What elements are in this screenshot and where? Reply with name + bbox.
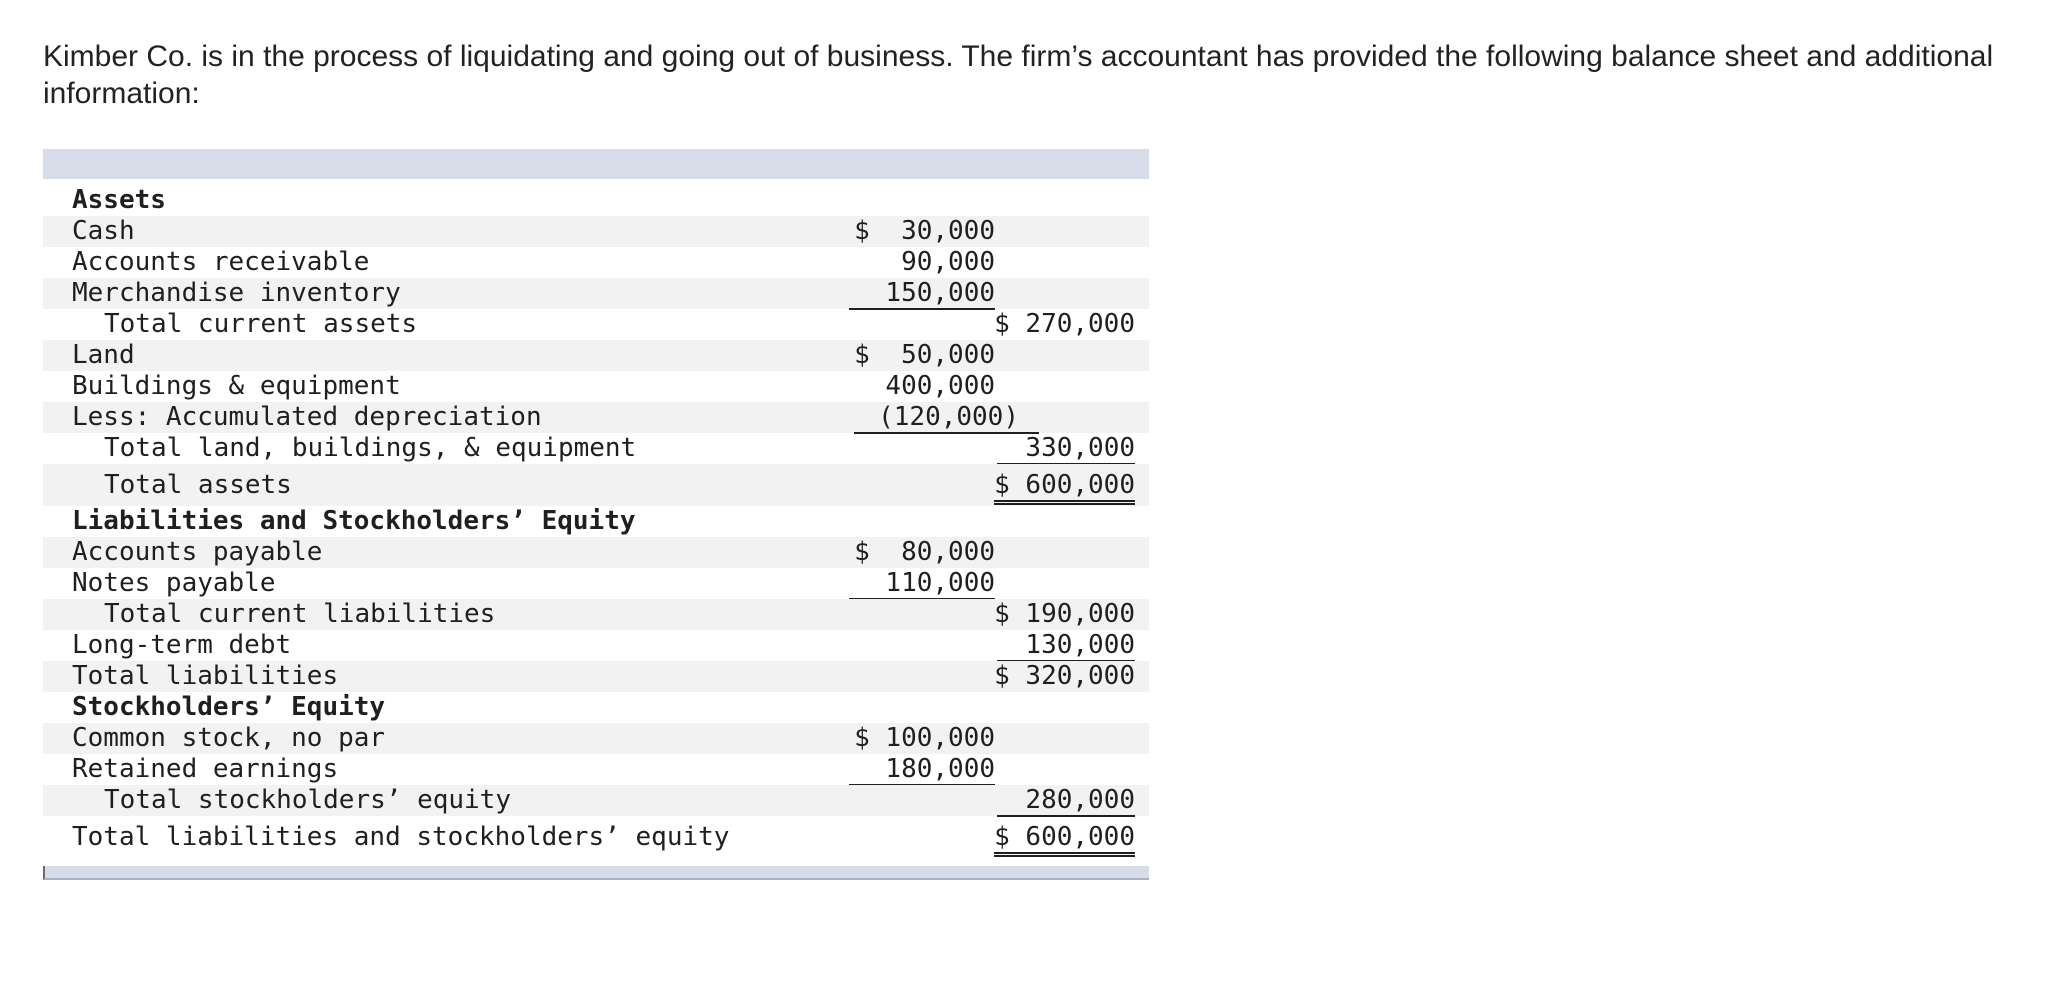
table-row xyxy=(43,630,1149,661)
table-row xyxy=(43,599,1149,630)
row-label: Common stock, no par xyxy=(72,723,386,753)
row-label: Accounts receivable xyxy=(72,247,370,277)
row-label: Long-term debt xyxy=(72,630,292,660)
table-row xyxy=(43,247,1149,278)
table-row xyxy=(43,785,1149,816)
row-label: Total land, buildings, & equipment xyxy=(104,433,637,463)
row-label: Accounts payable xyxy=(72,537,323,567)
amount-common-stock: $ 100,000 xyxy=(854,723,995,753)
table-footer-bar xyxy=(43,866,1149,880)
table-row xyxy=(43,537,1149,568)
table-row xyxy=(43,506,1149,537)
amount-accumulated-depreciation: (120,000) xyxy=(854,403,1039,434)
row-label: Cash xyxy=(72,216,135,246)
intro-text: Kimber Co. is in the process of liquidating and going out of business. The firm’s accountant has provided the following balance sheet and additional information: xyxy=(43,40,1994,110)
table-row xyxy=(43,278,1149,309)
table-row xyxy=(43,402,1149,433)
row-label: Less: Accumulated depreciation xyxy=(72,402,542,432)
row-label: Total liabilities xyxy=(72,661,339,691)
total-stockholders-equity: 280,000 xyxy=(997,786,1135,817)
total-assets: $ 600,000 xyxy=(994,471,1135,505)
amount-buildings-equipment: 400,000 xyxy=(885,371,995,401)
row-label: Merchandise inventory xyxy=(72,278,401,308)
amount-merchandise-inventory: 150,000 xyxy=(849,279,995,310)
amount-long-term-debt: 130,000 xyxy=(997,631,1135,662)
total-liabilities: $ 320,000 xyxy=(994,661,1135,691)
section-heading-liabilities-equity: Liabilities and Stockholders’ Equity xyxy=(72,506,636,536)
amount-accounts-payable: $ 80,000 xyxy=(854,537,995,567)
row-label: Notes payable xyxy=(72,568,276,598)
row-label: Total liabilities and stockholders’ equity xyxy=(72,822,730,852)
row-label: Land xyxy=(72,340,135,370)
table-row xyxy=(43,185,1149,216)
table-row xyxy=(43,754,1149,785)
table-row xyxy=(43,661,1149,692)
balance-sheet-table xyxy=(43,149,1149,880)
table-row xyxy=(43,692,1149,723)
section-heading-stockholders-equity: Stockholders’ Equity xyxy=(72,692,386,722)
table-row xyxy=(43,309,1149,340)
row-label: Total current liabilities xyxy=(104,599,496,629)
row-label: Buildings & equipment xyxy=(72,371,401,401)
amount-cash: $ 30,000 xyxy=(854,216,995,246)
table-row xyxy=(43,464,1149,506)
row-label: Total stockholders’ equity xyxy=(104,785,511,815)
amount-land: $ 50,000 xyxy=(854,340,995,370)
table-row xyxy=(43,216,1149,247)
total-liabilities-and-equity: $ 600,000 xyxy=(994,823,1135,857)
table-header-bar xyxy=(43,149,1149,179)
amount-notes-payable: 110,000 xyxy=(849,569,995,600)
table-row xyxy=(43,371,1149,402)
table-row xyxy=(43,433,1149,464)
total-land-buildings-equipment: 330,000 xyxy=(997,434,1135,465)
table-row xyxy=(43,723,1149,754)
row-label: Retained earnings xyxy=(72,754,339,784)
row-label: Total assets xyxy=(104,470,292,500)
total-current-liabilities: $ 190,000 xyxy=(994,599,1135,629)
table-row xyxy=(43,816,1149,858)
row-label: Total current assets xyxy=(104,309,418,339)
section-heading-assets: Assets xyxy=(72,185,166,215)
table-row xyxy=(43,568,1149,599)
amount-accounts-receivable: 90,000 xyxy=(901,247,995,277)
amount-retained-earnings: 180,000 xyxy=(849,755,995,786)
table-row xyxy=(43,340,1149,371)
total-current-assets: $ 270,000 xyxy=(994,309,1135,339)
